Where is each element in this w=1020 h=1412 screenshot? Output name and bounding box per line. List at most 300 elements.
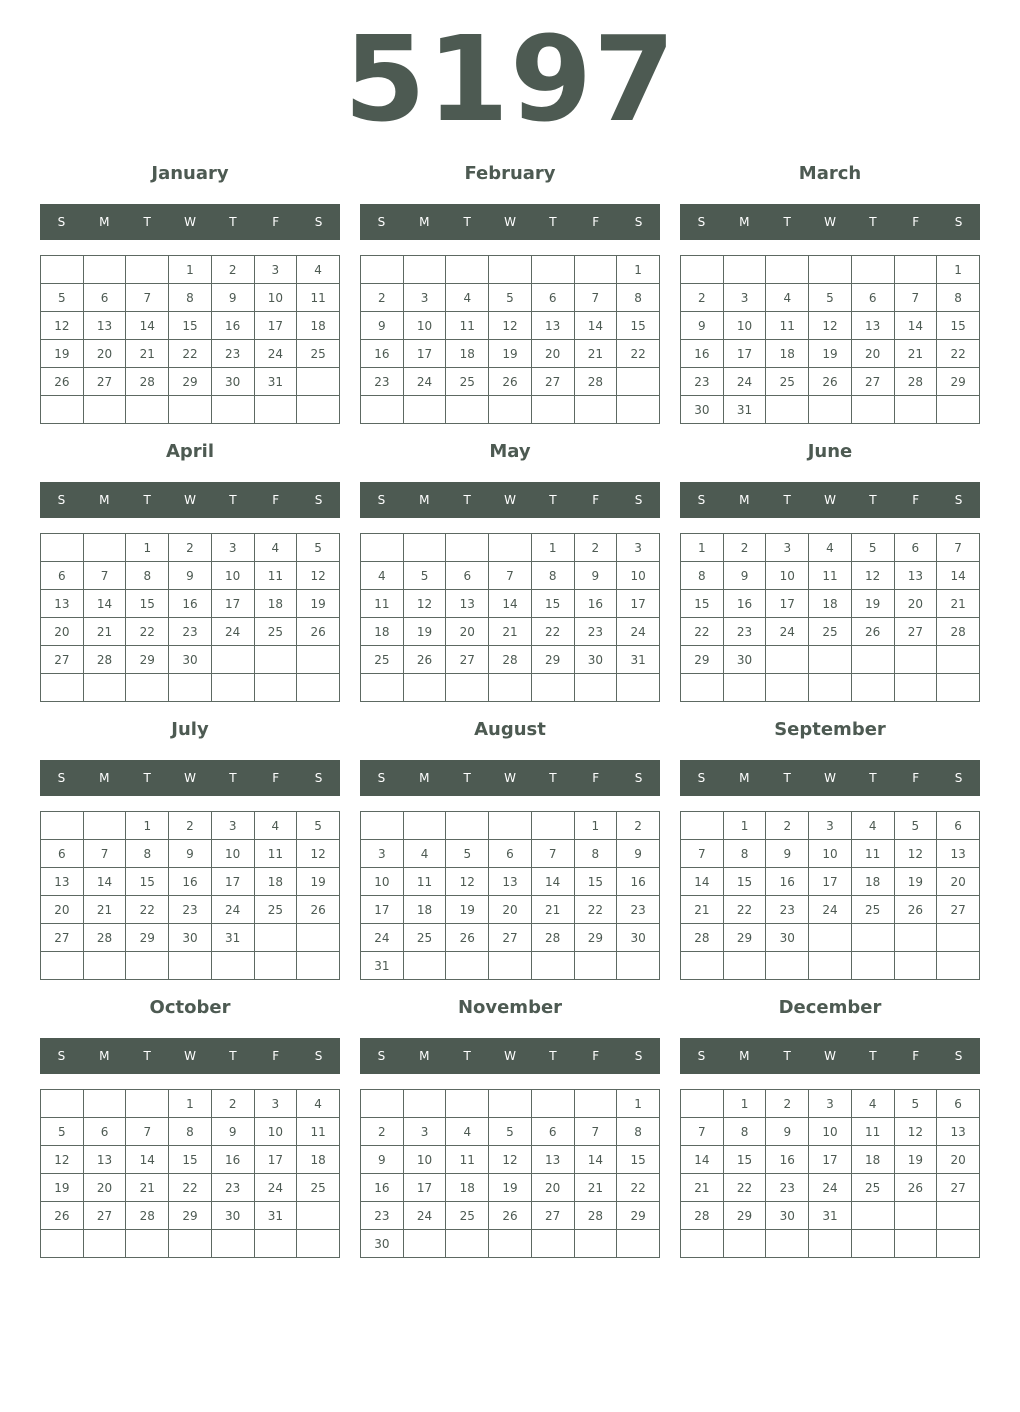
day-cell: 14 — [83, 868, 126, 896]
day-cell: 16 — [617, 868, 660, 896]
day-cell: 8 — [574, 840, 617, 868]
day-cell: 20 — [937, 868, 980, 896]
weekday-header: T — [783, 1049, 791, 1063]
day-cell: 1 — [126, 812, 169, 840]
day-cell: 5 — [809, 284, 852, 312]
weekday-header-bar — [680, 204, 980, 240]
day-cell: 26 — [297, 618, 340, 646]
day-cell: 19 — [297, 590, 340, 618]
empty-day-cell — [851, 674, 894, 702]
day-cell: 22 — [617, 1174, 660, 1202]
day-cell: 14 — [126, 312, 169, 340]
day-cell: 23 — [574, 618, 617, 646]
day-cell: 3 — [617, 534, 660, 562]
week-row — [41, 1118, 340, 1146]
week-row — [681, 1202, 980, 1230]
day-cell: 21 — [894, 340, 937, 368]
empty-day-cell — [617, 1230, 660, 1258]
day-cell: 3 — [766, 534, 809, 562]
day-cell: 21 — [126, 340, 169, 368]
day-cell: 18 — [254, 868, 297, 896]
day-cell: 19 — [41, 1174, 84, 1202]
day-cell: 18 — [766, 340, 809, 368]
weekday-header: M — [99, 1049, 110, 1063]
week-row — [361, 840, 660, 868]
month-name: January — [151, 163, 229, 184]
day-cell: 13 — [41, 590, 84, 618]
empty-day-cell — [126, 952, 169, 980]
day-cell: 27 — [937, 1174, 980, 1202]
day-cell: 30 — [361, 1230, 404, 1258]
day-cell: 11 — [403, 868, 446, 896]
week-row — [361, 284, 660, 312]
weekday-header: S — [634, 215, 643, 229]
empty-day-cell — [403, 1090, 446, 1118]
day-grid — [360, 533, 660, 702]
day-cell: 6 — [41, 840, 84, 868]
empty-day-cell — [723, 674, 766, 702]
day-cell: 9 — [169, 840, 212, 868]
weekday-header: S — [57, 493, 66, 507]
day-cell: 17 — [809, 868, 852, 896]
day-cell: 13 — [937, 840, 980, 868]
empty-day-cell — [723, 256, 766, 284]
weekday-header: S — [377, 215, 386, 229]
day-cell: 18 — [809, 590, 852, 618]
weekday-header: S — [634, 771, 643, 785]
empty-day-cell — [126, 256, 169, 284]
day-cell: 25 — [446, 1202, 489, 1230]
day-cell: 18 — [446, 1174, 489, 1202]
day-cell: 14 — [681, 868, 724, 896]
day-cell: 24 — [809, 896, 852, 924]
empty-day-cell — [766, 1230, 809, 1258]
empty-day-cell — [254, 952, 297, 980]
empty-day-cell — [41, 674, 84, 702]
week-row — [41, 256, 340, 284]
week-row — [361, 396, 660, 424]
weekday-header: S — [314, 493, 323, 507]
day-cell: 26 — [894, 1174, 937, 1202]
day-cell: 4 — [361, 562, 404, 590]
empty-day-cell — [126, 1230, 169, 1258]
day-cell: 12 — [297, 840, 340, 868]
weekday-header: T — [549, 771, 557, 785]
empty-day-cell — [937, 1202, 980, 1230]
weekday-header: M — [739, 1049, 750, 1063]
day-cell: 20 — [41, 618, 84, 646]
day-cell: 7 — [574, 284, 617, 312]
day-cell: 26 — [894, 896, 937, 924]
week-row — [361, 256, 660, 284]
day-cell: 17 — [211, 868, 254, 896]
day-cell: 5 — [41, 284, 84, 312]
week-row — [41, 1202, 340, 1230]
weekday-header: F — [912, 1049, 920, 1063]
weekday-header: T — [463, 1049, 471, 1063]
weekday-header: S — [697, 493, 706, 507]
day-cell: 4 — [446, 284, 489, 312]
day-grid — [360, 811, 660, 980]
day-cell: 21 — [531, 896, 574, 924]
empty-day-cell — [83, 396, 126, 424]
day-cell: 18 — [254, 590, 297, 618]
empty-day-cell — [766, 396, 809, 424]
empty-day-cell — [894, 924, 937, 952]
weekday-header: S — [954, 771, 963, 785]
day-cell: 14 — [574, 312, 617, 340]
day-cell: 22 — [681, 618, 724, 646]
week-row — [361, 952, 660, 980]
day-cell: 28 — [937, 618, 980, 646]
empty-day-cell — [361, 256, 404, 284]
day-cell: 24 — [211, 618, 254, 646]
day-cell: 6 — [531, 1118, 574, 1146]
weekday-header: M — [419, 215, 430, 229]
weekday-header: W — [504, 493, 516, 507]
week-row — [41, 1146, 340, 1174]
day-cell: 16 — [723, 590, 766, 618]
empty-day-cell — [403, 256, 446, 284]
weekday-header: W — [184, 215, 196, 229]
weekday-header-bar — [680, 760, 980, 796]
day-cell: 10 — [766, 562, 809, 590]
week-row — [361, 812, 660, 840]
empty-day-cell — [574, 1230, 617, 1258]
empty-day-cell — [574, 1090, 617, 1118]
day-cell: 29 — [937, 368, 980, 396]
day-cell: 13 — [531, 312, 574, 340]
day-cell: 13 — [851, 312, 894, 340]
day-cell: 12 — [894, 1118, 937, 1146]
day-cell: 7 — [937, 534, 980, 562]
day-cell: 12 — [446, 868, 489, 896]
empty-day-cell — [41, 952, 84, 980]
day-cell: 28 — [531, 924, 574, 952]
empty-day-cell — [41, 1090, 84, 1118]
empty-day-cell — [446, 674, 489, 702]
day-cell: 6 — [446, 562, 489, 590]
day-cell: 10 — [403, 312, 446, 340]
weekday-header: S — [57, 1049, 66, 1063]
empty-day-cell — [489, 812, 532, 840]
empty-day-cell — [574, 256, 617, 284]
day-cell: 8 — [126, 562, 169, 590]
empty-day-cell — [169, 1230, 212, 1258]
weekday-header: T — [869, 215, 877, 229]
month-name: September — [774, 719, 886, 740]
day-cell: 23 — [169, 896, 212, 924]
empty-day-cell — [41, 256, 84, 284]
day-cell: 1 — [617, 256, 660, 284]
empty-day-cell — [489, 674, 532, 702]
day-cell: 28 — [681, 924, 724, 952]
day-cell: 6 — [531, 284, 574, 312]
day-cell: 19 — [403, 618, 446, 646]
weekday-header: F — [272, 493, 280, 507]
day-cell: 24 — [254, 340, 297, 368]
day-cell: 4 — [851, 1090, 894, 1118]
empty-day-cell — [851, 646, 894, 674]
day-cell: 3 — [403, 284, 446, 312]
day-cell: 14 — [681, 1146, 724, 1174]
empty-day-cell — [809, 256, 852, 284]
day-cell: 5 — [403, 562, 446, 590]
empty-day-cell — [446, 396, 489, 424]
day-cell: 17 — [723, 340, 766, 368]
day-cell: 1 — [723, 812, 766, 840]
day-cell: 5 — [41, 1118, 84, 1146]
week-row — [361, 896, 660, 924]
day-cell: 2 — [617, 812, 660, 840]
week-row — [681, 812, 980, 840]
empty-day-cell — [894, 256, 937, 284]
empty-day-cell — [489, 396, 532, 424]
day-cell: 26 — [489, 368, 532, 396]
empty-day-cell — [531, 256, 574, 284]
empty-day-cell — [681, 674, 724, 702]
weekday-header: M — [419, 771, 430, 785]
day-cell: 20 — [446, 618, 489, 646]
empty-day-cell — [489, 1090, 532, 1118]
day-cell: 30 — [723, 646, 766, 674]
weekday-header: T — [869, 771, 877, 785]
day-cell: 30 — [766, 1202, 809, 1230]
week-row — [361, 534, 660, 562]
weekday-header: S — [634, 493, 643, 507]
weekday-header: S — [697, 215, 706, 229]
day-cell: 13 — [41, 868, 84, 896]
week-row — [681, 1174, 980, 1202]
day-cell: 16 — [766, 1146, 809, 1174]
day-cell: 25 — [361, 646, 404, 674]
day-cell: 19 — [851, 590, 894, 618]
day-cell: 26 — [297, 896, 340, 924]
day-cell: 31 — [809, 1202, 852, 1230]
weekday-header: S — [954, 215, 963, 229]
weekday-header: F — [272, 1049, 280, 1063]
week-row — [41, 924, 340, 952]
day-cell: 16 — [169, 868, 212, 896]
empty-day-cell — [126, 674, 169, 702]
day-cell: 15 — [723, 868, 766, 896]
week-row — [681, 1230, 980, 1258]
day-cell: 29 — [126, 646, 169, 674]
day-cell: 10 — [809, 840, 852, 868]
day-cell: 1 — [937, 256, 980, 284]
day-cell: 14 — [83, 590, 126, 618]
empty-day-cell — [297, 368, 340, 396]
day-cell: 1 — [531, 534, 574, 562]
weekday-header: W — [184, 1049, 196, 1063]
empty-day-cell — [211, 396, 254, 424]
day-cell: 26 — [403, 646, 446, 674]
day-cell: 5 — [851, 534, 894, 562]
day-cell: 2 — [169, 812, 212, 840]
week-row — [41, 1230, 340, 1258]
day-cell: 29 — [531, 646, 574, 674]
empty-day-cell — [41, 396, 84, 424]
day-cell: 27 — [489, 924, 532, 952]
empty-day-cell — [681, 1230, 724, 1258]
week-row — [361, 562, 660, 590]
day-cell: 24 — [723, 368, 766, 396]
day-cell: 29 — [169, 368, 212, 396]
day-cell: 6 — [83, 284, 126, 312]
day-cell: 26 — [446, 924, 489, 952]
weekday-header-bar — [40, 760, 340, 796]
weekday-header: M — [739, 493, 750, 507]
weekday-header: W — [824, 771, 836, 785]
weekday-header: F — [272, 215, 280, 229]
day-cell: 7 — [894, 284, 937, 312]
day-cell: 25 — [446, 368, 489, 396]
day-cell: 7 — [126, 1118, 169, 1146]
day-cell: 4 — [851, 812, 894, 840]
day-cell: 7 — [83, 562, 126, 590]
empty-day-cell — [489, 256, 532, 284]
day-cell: 11 — [254, 562, 297, 590]
day-cell: 15 — [617, 312, 660, 340]
weekday-header-bar — [680, 482, 980, 518]
weekday-header-bar — [360, 482, 660, 518]
empty-day-cell — [297, 646, 340, 674]
day-cell: 26 — [489, 1202, 532, 1230]
day-cell: 21 — [83, 618, 126, 646]
empty-day-cell — [211, 646, 254, 674]
empty-day-cell — [169, 396, 212, 424]
empty-day-cell — [446, 812, 489, 840]
day-grid — [360, 1089, 660, 1258]
day-cell: 2 — [574, 534, 617, 562]
day-cell: 11 — [446, 312, 489, 340]
day-cell: 30 — [574, 646, 617, 674]
empty-day-cell — [403, 812, 446, 840]
weekday-header: T — [549, 215, 557, 229]
day-cell: 8 — [126, 840, 169, 868]
empty-day-cell — [574, 674, 617, 702]
weekday-header: T — [143, 771, 151, 785]
empty-day-cell — [766, 674, 809, 702]
month-name: February — [464, 163, 556, 184]
day-cell: 9 — [617, 840, 660, 868]
day-cell: 9 — [723, 562, 766, 590]
empty-day-cell — [211, 1230, 254, 1258]
week-row — [681, 284, 980, 312]
day-cell: 11 — [851, 1118, 894, 1146]
week-row — [361, 368, 660, 396]
day-cell: 8 — [169, 1118, 212, 1146]
day-cell: 25 — [809, 618, 852, 646]
day-grid — [40, 1089, 340, 1258]
day-cell: 23 — [766, 1174, 809, 1202]
week-row — [361, 924, 660, 952]
day-cell: 6 — [41, 562, 84, 590]
day-cell: 1 — [723, 1090, 766, 1118]
day-cell: 13 — [531, 1146, 574, 1174]
day-cell: 22 — [937, 340, 980, 368]
day-cell: 4 — [254, 534, 297, 562]
weekday-header: M — [739, 215, 750, 229]
empty-day-cell — [41, 1230, 84, 1258]
day-cell: 6 — [489, 840, 532, 868]
day-cell: 23 — [361, 368, 404, 396]
day-cell: 25 — [851, 1174, 894, 1202]
day-cell: 24 — [211, 896, 254, 924]
empty-day-cell — [937, 952, 980, 980]
empty-day-cell — [894, 952, 937, 980]
day-cell: 11 — [446, 1146, 489, 1174]
empty-day-cell — [809, 396, 852, 424]
day-grid — [680, 255, 980, 424]
weekday-header: F — [592, 493, 600, 507]
empty-day-cell — [489, 534, 532, 562]
week-row — [681, 1146, 980, 1174]
day-cell: 19 — [489, 340, 532, 368]
empty-day-cell — [766, 646, 809, 674]
weekday-header: W — [184, 493, 196, 507]
week-row — [361, 868, 660, 896]
empty-day-cell — [297, 1202, 340, 1230]
day-cell: 25 — [766, 368, 809, 396]
day-cell: 14 — [489, 590, 532, 618]
day-cell: 14 — [894, 312, 937, 340]
week-row — [361, 1118, 660, 1146]
empty-day-cell — [617, 396, 660, 424]
day-cell: 21 — [681, 896, 724, 924]
day-grid — [40, 255, 340, 424]
day-cell: 5 — [297, 812, 340, 840]
empty-day-cell — [489, 952, 532, 980]
day-cell: 29 — [723, 1202, 766, 1230]
day-cell: 3 — [361, 840, 404, 868]
day-cell: 25 — [254, 618, 297, 646]
weekday-header: T — [869, 493, 877, 507]
empty-day-cell — [531, 812, 574, 840]
empty-day-cell — [574, 396, 617, 424]
week-row — [681, 952, 980, 980]
day-cell: 8 — [723, 840, 766, 868]
day-cell: 31 — [617, 646, 660, 674]
day-cell: 16 — [574, 590, 617, 618]
day-cell: 27 — [531, 1202, 574, 1230]
weekday-header: S — [57, 215, 66, 229]
day-cell: 3 — [403, 1118, 446, 1146]
empty-day-cell — [937, 396, 980, 424]
day-cell: 9 — [211, 284, 254, 312]
weekday-header: M — [419, 493, 430, 507]
empty-day-cell — [851, 396, 894, 424]
weekday-header: S — [634, 1049, 643, 1063]
day-cell: 4 — [403, 840, 446, 868]
day-cell: 25 — [254, 896, 297, 924]
day-cell: 3 — [254, 256, 297, 284]
day-cell: 14 — [126, 1146, 169, 1174]
week-row — [681, 368, 980, 396]
day-grid — [360, 255, 660, 424]
day-cell: 30 — [169, 646, 212, 674]
weekday-header: W — [504, 1049, 516, 1063]
week-row — [681, 896, 980, 924]
day-cell: 18 — [851, 868, 894, 896]
day-cell: 31 — [254, 1202, 297, 1230]
day-cell: 17 — [617, 590, 660, 618]
day-cell: 27 — [446, 646, 489, 674]
day-cell: 8 — [617, 1118, 660, 1146]
week-row — [361, 618, 660, 646]
day-cell: 9 — [169, 562, 212, 590]
week-row — [681, 924, 980, 952]
